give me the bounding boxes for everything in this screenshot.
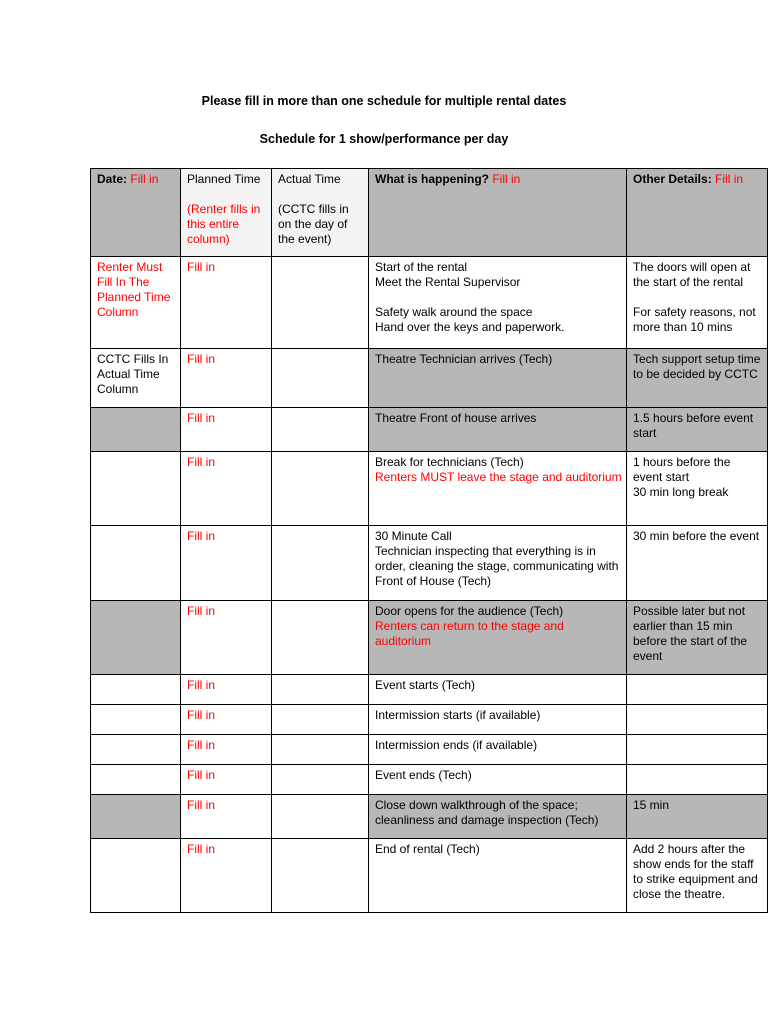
actual-time-cell[interactable] — [272, 257, 369, 349]
table-row — [91, 452, 768, 526]
date-cell — [91, 705, 181, 735]
header-other-cell — [627, 169, 768, 257]
other-cell — [627, 452, 768, 526]
date-cell — [91, 675, 181, 705]
actual-time-cell[interactable] — [272, 795, 369, 839]
actual-time-cell[interactable] — [272, 765, 369, 795]
actual-time-cell[interactable] — [272, 601, 369, 675]
table-header-row — [91, 169, 768, 257]
date-cell — [91, 765, 181, 795]
table-row — [91, 408, 768, 452]
what-cell — [369, 526, 627, 601]
planned-time-cell[interactable]: Fill in — [181, 601, 272, 675]
header-other-fill: Fill in — [715, 172, 744, 186]
what-text: 30 Minute Call — [375, 529, 452, 543]
what-cell: Theatre Technician arrives (Tech) — [369, 349, 627, 408]
other-cell: Add 2 hours after the show ends for the staff to strike equipment and close the theatre. — [627, 839, 768, 913]
what-text: Technician inspecting that everything is in order, cleaning the stage, communicating with Front of House (Tech) — [375, 544, 619, 588]
what-warning: Renters can return to the stage and auditorium — [375, 619, 564, 648]
page-title: Please fill in more than one schedule for multiple rental dates — [201, 94, 567, 108]
actual-time-cell[interactable] — [272, 675, 369, 705]
header-date-cell — [91, 169, 181, 257]
what-cell: Theatre Front of house arrives — [369, 408, 627, 452]
what-cell — [369, 452, 627, 526]
other-cell: 15 min — [627, 795, 768, 839]
table-row — [91, 526, 768, 601]
header-planned-cell — [181, 169, 272, 257]
date-cell — [91, 526, 181, 601]
header-actual-cell — [272, 169, 369, 257]
other-cell — [627, 257, 768, 349]
page-subtitle: Schedule for 1 show/performance per day — [259, 132, 509, 146]
other-text: The doors will open at the start of the rental — [633, 260, 751, 289]
actual-time-cell[interactable] — [272, 526, 369, 601]
header-date-fill: Fill in — [130, 172, 159, 186]
table-row — [91, 795, 768, 839]
table-row — [91, 349, 768, 408]
table-row — [91, 705, 768, 735]
what-text: Break for technicians (Tech) — [375, 455, 524, 469]
other-text: 1 hours before the event start — [633, 455, 731, 484]
what-cell: Intermission starts (if available) — [369, 705, 627, 735]
date-cell: CCTC Fills In Actual Time Column — [91, 349, 181, 408]
planned-time-cell[interactable]: Fill in — [181, 735, 272, 765]
what-cell: Close down walkthrough of the space; cleanliness and damage inspection (Tech) — [369, 795, 627, 839]
date-cell — [91, 601, 181, 675]
table-row — [91, 765, 768, 795]
what-warning: Renters MUST leave the stage and auditorium — [375, 470, 622, 484]
header-actual-label: Actual Time — [278, 172, 341, 186]
other-text: For safety reasons, not more than 10 mins — [633, 305, 756, 334]
actual-time-cell[interactable] — [272, 735, 369, 765]
table-row — [91, 735, 768, 765]
what-text: Hand over the keys and paperwork. — [375, 320, 565, 334]
planned-time-cell[interactable]: Fill in — [181, 765, 272, 795]
what-text: Safety walk around the space — [375, 305, 533, 319]
planned-time-cell[interactable]: Fill in — [181, 452, 272, 526]
actual-time-cell[interactable] — [272, 839, 369, 913]
other-text: 30 min long break — [633, 485, 729, 499]
header-other-label: Other Details: — [633, 172, 712, 186]
table-row — [91, 257, 768, 349]
actual-time-cell[interactable] — [272, 408, 369, 452]
what-text: Meet the Rental Supervisor — [375, 275, 521, 289]
header-what-cell — [369, 169, 627, 257]
planned-time-cell[interactable]: Fill in — [181, 839, 272, 913]
what-text: Start of the rental — [375, 260, 468, 274]
table-row — [91, 839, 768, 913]
schedule-table — [90, 168, 768, 913]
other-cell: Possible later but not earlier than 15 min before the start of the event — [627, 601, 768, 675]
table-row — [91, 601, 768, 675]
planned-time-cell[interactable]: Fill in — [181, 257, 272, 349]
other-cell — [627, 675, 768, 705]
what-cell: Intermission ends (if available) — [369, 735, 627, 765]
date-cell — [91, 735, 181, 765]
date-cell — [91, 408, 181, 452]
header-planned-label: Planned Time — [187, 172, 261, 186]
actual-time-cell[interactable] — [272, 452, 369, 526]
table-row — [91, 675, 768, 705]
planned-time-cell[interactable]: Fill in — [181, 526, 272, 601]
what-text: Door opens for the audience (Tech) — [375, 604, 564, 618]
header-what-fill: Fill in — [492, 172, 521, 186]
what-cell: Event starts (Tech) — [369, 675, 627, 705]
what-cell — [369, 257, 627, 349]
actual-time-cell[interactable] — [272, 705, 369, 735]
other-cell — [627, 705, 768, 735]
what-cell: Event ends (Tech) — [369, 765, 627, 795]
what-cell — [369, 601, 627, 675]
planned-time-cell[interactable]: Fill in — [181, 408, 272, 452]
other-cell: Tech support setup time to be decided by CCTC — [627, 349, 768, 408]
date-cell: Renter Must Fill In The Planned Time Column — [91, 257, 181, 349]
other-cell — [627, 735, 768, 765]
header-what-label: What is happening? — [375, 172, 489, 186]
planned-time-cell[interactable]: Fill in — [181, 349, 272, 408]
header-planned-note: (Renter fills in this entire column) — [187, 202, 261, 246]
date-cell — [91, 839, 181, 913]
other-cell: 30 min before the event — [627, 526, 768, 601]
other-cell: 1.5 hours before event start — [627, 408, 768, 452]
other-cell — [627, 765, 768, 795]
date-cell — [91, 795, 181, 839]
planned-time-cell[interactable]: Fill in — [181, 675, 272, 705]
header-date-label: Date: — [97, 172, 128, 186]
date-cell — [91, 452, 181, 526]
header-actual-note: (CCTC fills in on the day of the event) — [278, 202, 349, 246]
what-cell: End of rental (Tech) — [369, 839, 627, 913]
actual-time-cell[interactable] — [272, 349, 369, 408]
planned-time-cell[interactable]: Fill in — [181, 705, 272, 735]
planned-time-cell[interactable]: Fill in — [181, 795, 272, 839]
